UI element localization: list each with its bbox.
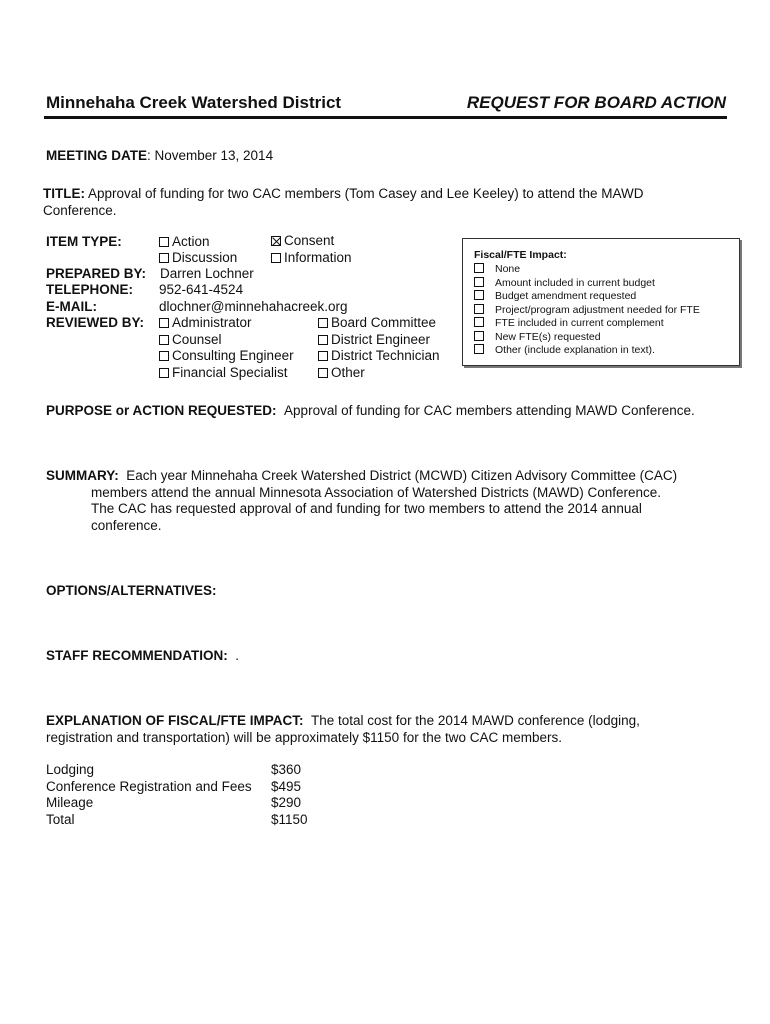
option-label: District Engineer (331, 332, 431, 347)
cost-item-lodging: Lodging (46, 762, 95, 777)
purpose-value: Approval of funding for CAC members attending MAWD Conference. (284, 403, 695, 418)
checkbox-icon[interactable] (474, 277, 484, 287)
telephone-label: TELEPHONE: (46, 282, 134, 297)
checkbox-icon[interactable] (159, 237, 169, 247)
checkbox-icon[interactable] (474, 304, 484, 314)
option-label: Financial Specialist (172, 365, 288, 380)
checkbox-icon[interactable] (474, 331, 484, 341)
fiscal-impact-title: Fiscal/FTE Impact: (474, 249, 567, 261)
cost-amount-lodging: $360 (271, 762, 302, 777)
option-label: New FTE(s) requested (495, 330, 601, 343)
checkbox-icon[interactable] (271, 253, 281, 263)
cost-item-registration: Conference Registration and Fees (46, 779, 252, 794)
option-label: Administrator (172, 315, 252, 330)
checkbox-icon[interactable] (159, 351, 169, 361)
title-line-1 (43, 186, 644, 201)
meeting-date (46, 148, 273, 163)
org-name: Minnehaha Creek Watershed District (46, 93, 342, 112)
checkbox-icon[interactable] (318, 318, 328, 328)
option-label: Counsel (172, 332, 222, 347)
staff-recommendation (46, 648, 239, 663)
reviewer-financial-specialist[interactable] (159, 365, 288, 380)
checkbox-icon[interactable] (159, 318, 169, 328)
option-label: FTE included in current complement (495, 317, 664, 329)
cost-item-total: Total (46, 812, 75, 827)
title-line-2: Conference. (43, 203, 117, 218)
option-label: Consent (284, 233, 335, 248)
summary-text-1: Each year Minnehaha Creek Watershed District (MCWD) Citizen Advisory Committee (CAC) (126, 468, 678, 483)
reviewer-administrator[interactable] (159, 315, 252, 330)
prepared-by-value: Darren Lochner (160, 266, 254, 281)
option-label: Information (284, 250, 352, 265)
document-type: REQUEST FOR BOARD ACTION (466, 93, 726, 112)
cost-amount-total: $1150 (271, 812, 308, 827)
option-label: Board Committee (331, 315, 437, 330)
summary-line-2: members attend the annual Minnesota Association of Watershed Districts (MAWD) Conference. (91, 485, 661, 500)
reviewer-district-engineer[interactable] (318, 332, 430, 347)
title-label: TITLE: (43, 186, 85, 201)
explanation-text-1: The total cost for the 2014 MAWD conference (lodging, (311, 713, 640, 728)
checkbox-icon[interactable] (474, 263, 484, 273)
fiscal-option-budget-amendment[interactable] (474, 290, 636, 302)
meeting-date-value: : November 13, 2014 (147, 148, 274, 163)
option-label: None (495, 263, 521, 275)
explanation-line-1 (46, 713, 640, 728)
checkbox-icon[interactable] (474, 290, 484, 300)
option-label: District Technician (331, 348, 440, 363)
explanation-line-2: registration and transportation) will be approximately $1150 for the two CAC members. (46, 730, 562, 745)
summary-line-1 (46, 468, 677, 483)
checked-checkbox-icon[interactable] (271, 236, 281, 246)
fiscal-option-other[interactable] (474, 344, 655, 356)
reviewed-by-label: REVIEWED BY: (46, 315, 145, 330)
item-type-action[interactable] (159, 234, 210, 249)
title-value-1: Approval of funding for two CAC members (Tom Casey and Lee Keeley) to attend the MAWD (85, 186, 644, 201)
checkbox-icon[interactable] (159, 368, 169, 378)
option-label: Budget amendment requested (495, 290, 637, 302)
reviewer-district-technician[interactable] (318, 348, 440, 363)
staff-recommendation-label: STAFF RECOMMENDATION: (46, 648, 228, 663)
fiscal-option-none[interactable] (474, 263, 520, 275)
fiscal-impact-box (462, 238, 740, 366)
checkbox-icon[interactable] (159, 253, 169, 263)
fiscal-option-current-budget[interactable] (474, 277, 655, 289)
staff-recommendation-value: . (235, 648, 240, 663)
options-alternatives-label: OPTIONS/ALTERNATIVES: (46, 583, 217, 598)
reviewer-consulting-engineer[interactable] (159, 348, 294, 363)
purpose (46, 403, 695, 418)
reviewer-counsel[interactable] (159, 332, 222, 347)
summary-label: SUMMARY: (46, 468, 119, 483)
purpose-label: PURPOSE or ACTION REQUESTED: (46, 403, 277, 418)
option-label: Consulting Engineer (172, 348, 294, 363)
email-value: dlochner@minnehahacreek.org (159, 299, 348, 314)
cost-item-mileage: Mileage (46, 795, 94, 810)
option-label: Other (include explanation in text). (495, 344, 655, 356)
item-type-consent[interactable] (271, 233, 334, 248)
fiscal-option-fte-included[interactable] (474, 317, 664, 329)
fiscal-option-new-fte[interactable] (474, 331, 601, 343)
option-label: Amount included in current budget (495, 276, 655, 289)
fiscal-option-program-adjustment[interactable] (474, 304, 700, 316)
option-label: Action (172, 234, 210, 249)
checkbox-icon[interactable] (318, 335, 328, 345)
summary-line-3: The CAC has requested approval of and funding for two members to attend the 2014 annual (91, 501, 642, 516)
item-type-discussion[interactable] (159, 250, 237, 265)
email-label: E-MAIL: (46, 299, 97, 314)
option-label: Other (331, 365, 365, 380)
reviewer-other[interactable] (318, 365, 365, 380)
reviewer-board-committee[interactable] (318, 315, 436, 330)
checkbox-icon[interactable] (318, 351, 328, 361)
checkbox-icon[interactable] (318, 368, 328, 378)
item-type-label: ITEM TYPE: (46, 234, 122, 249)
checkbox-icon[interactable] (474, 317, 484, 327)
header-rule (44, 116, 727, 119)
cost-amount-mileage: $290 (271, 795, 302, 810)
meeting-date-label: MEETING DATE (46, 148, 147, 163)
option-label: Project/program adjustment needed for FTE (495, 303, 700, 316)
cost-amount-registration: $495 (271, 779, 302, 794)
prepared-by-label: PREPARED BY: (46, 266, 147, 281)
summary-line-4: conference. (91, 518, 162, 533)
checkbox-icon[interactable] (474, 344, 484, 354)
telephone-value: 952-641-4524 (159, 282, 244, 297)
checkbox-icon[interactable] (159, 335, 169, 345)
item-type-information[interactable] (271, 250, 352, 265)
option-label: Discussion (172, 250, 238, 265)
explanation-label: EXPLANATION OF FISCAL/FTE IMPACT: (46, 713, 304, 728)
